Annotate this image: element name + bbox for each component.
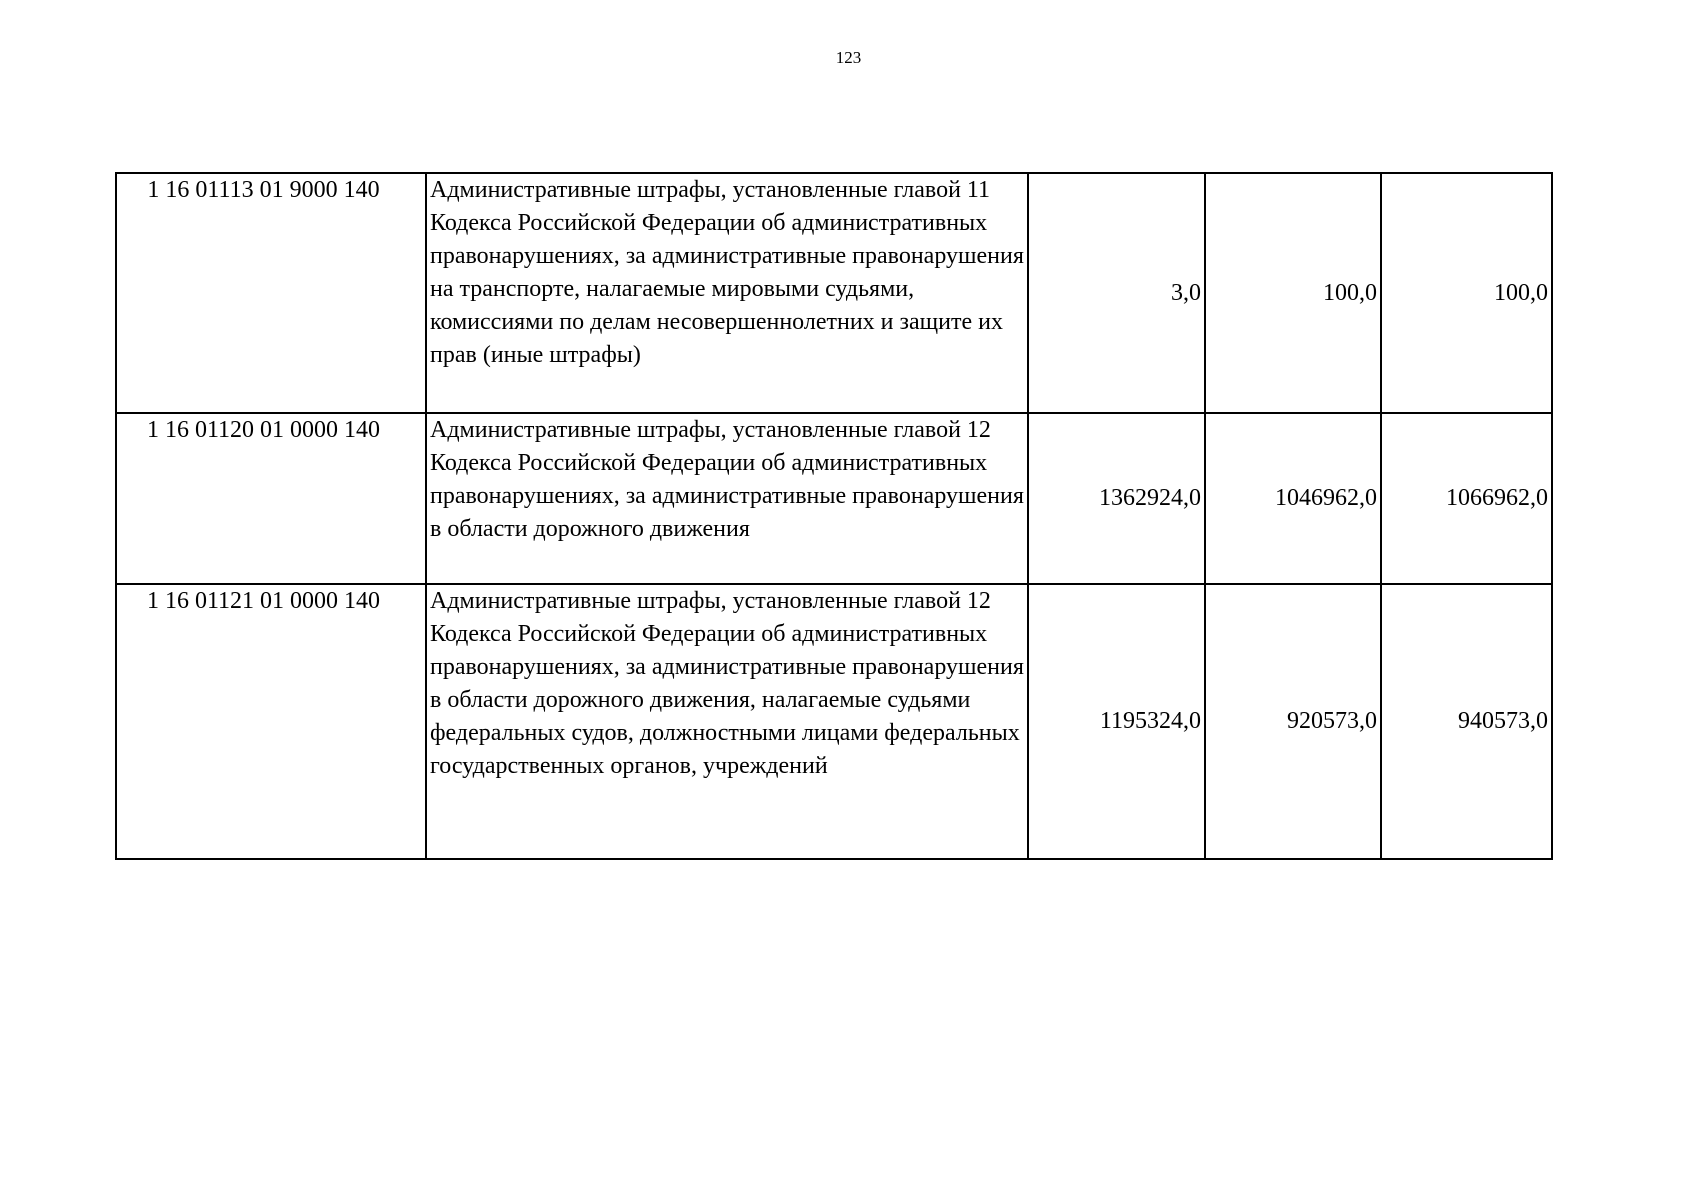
budget-classification-code: 1 16 01113 01 9000 140: [116, 173, 426, 413]
table-row: [116, 584, 1552, 859]
revenue-description: Административные штрафы, установленные главой 12 Кодекса Российской Федерации об административных правонарушениях, за административные правонарушения в области дорожного движения: [426, 413, 1028, 584]
budget-classification-code: 1 16 01121 01 0000 140: [116, 584, 426, 859]
revenue-description: Административные штрафы, установленные главой 12 Кодекса Российской Федерации об административных правонарушениях, за административные правонарушения в области дорожного движения, налагаемые судьями федеральных судов, должностными лицами федеральных государственных органов, учреждений: [426, 584, 1028, 859]
page-number: 123: [835, 48, 862, 67]
amount-year-1: 1362924,0: [1028, 413, 1205, 584]
amount-year-3: 940573,0: [1381, 584, 1552, 859]
table-row: [116, 413, 1552, 584]
amount-year-2: 1046962,0: [1205, 413, 1381, 584]
budget-classification-code: 1 16 01120 01 0000 140: [116, 413, 426, 584]
revenue-description: Административные штрафы, установленные главой 11 Кодекса Российской Федерации об административных правонарушениях, за административные правонарушения на транспорте, налагаемые мировыми судьями, комиссиями по делам несовершеннолетних и защите их прав (иные штрафы): [426, 173, 1028, 413]
amount-year-2: 920573,0: [1205, 584, 1381, 859]
budget-revenue-table: [115, 172, 1553, 860]
amount-year-2: 100,0: [1205, 173, 1381, 413]
amount-year-1: 1195324,0: [1028, 584, 1205, 859]
table-row: [116, 173, 1552, 413]
amount-year-3: 1066962,0: [1381, 413, 1552, 584]
amount-year-1: 3,0: [1028, 173, 1205, 413]
amount-year-3: 100,0: [1381, 173, 1552, 413]
